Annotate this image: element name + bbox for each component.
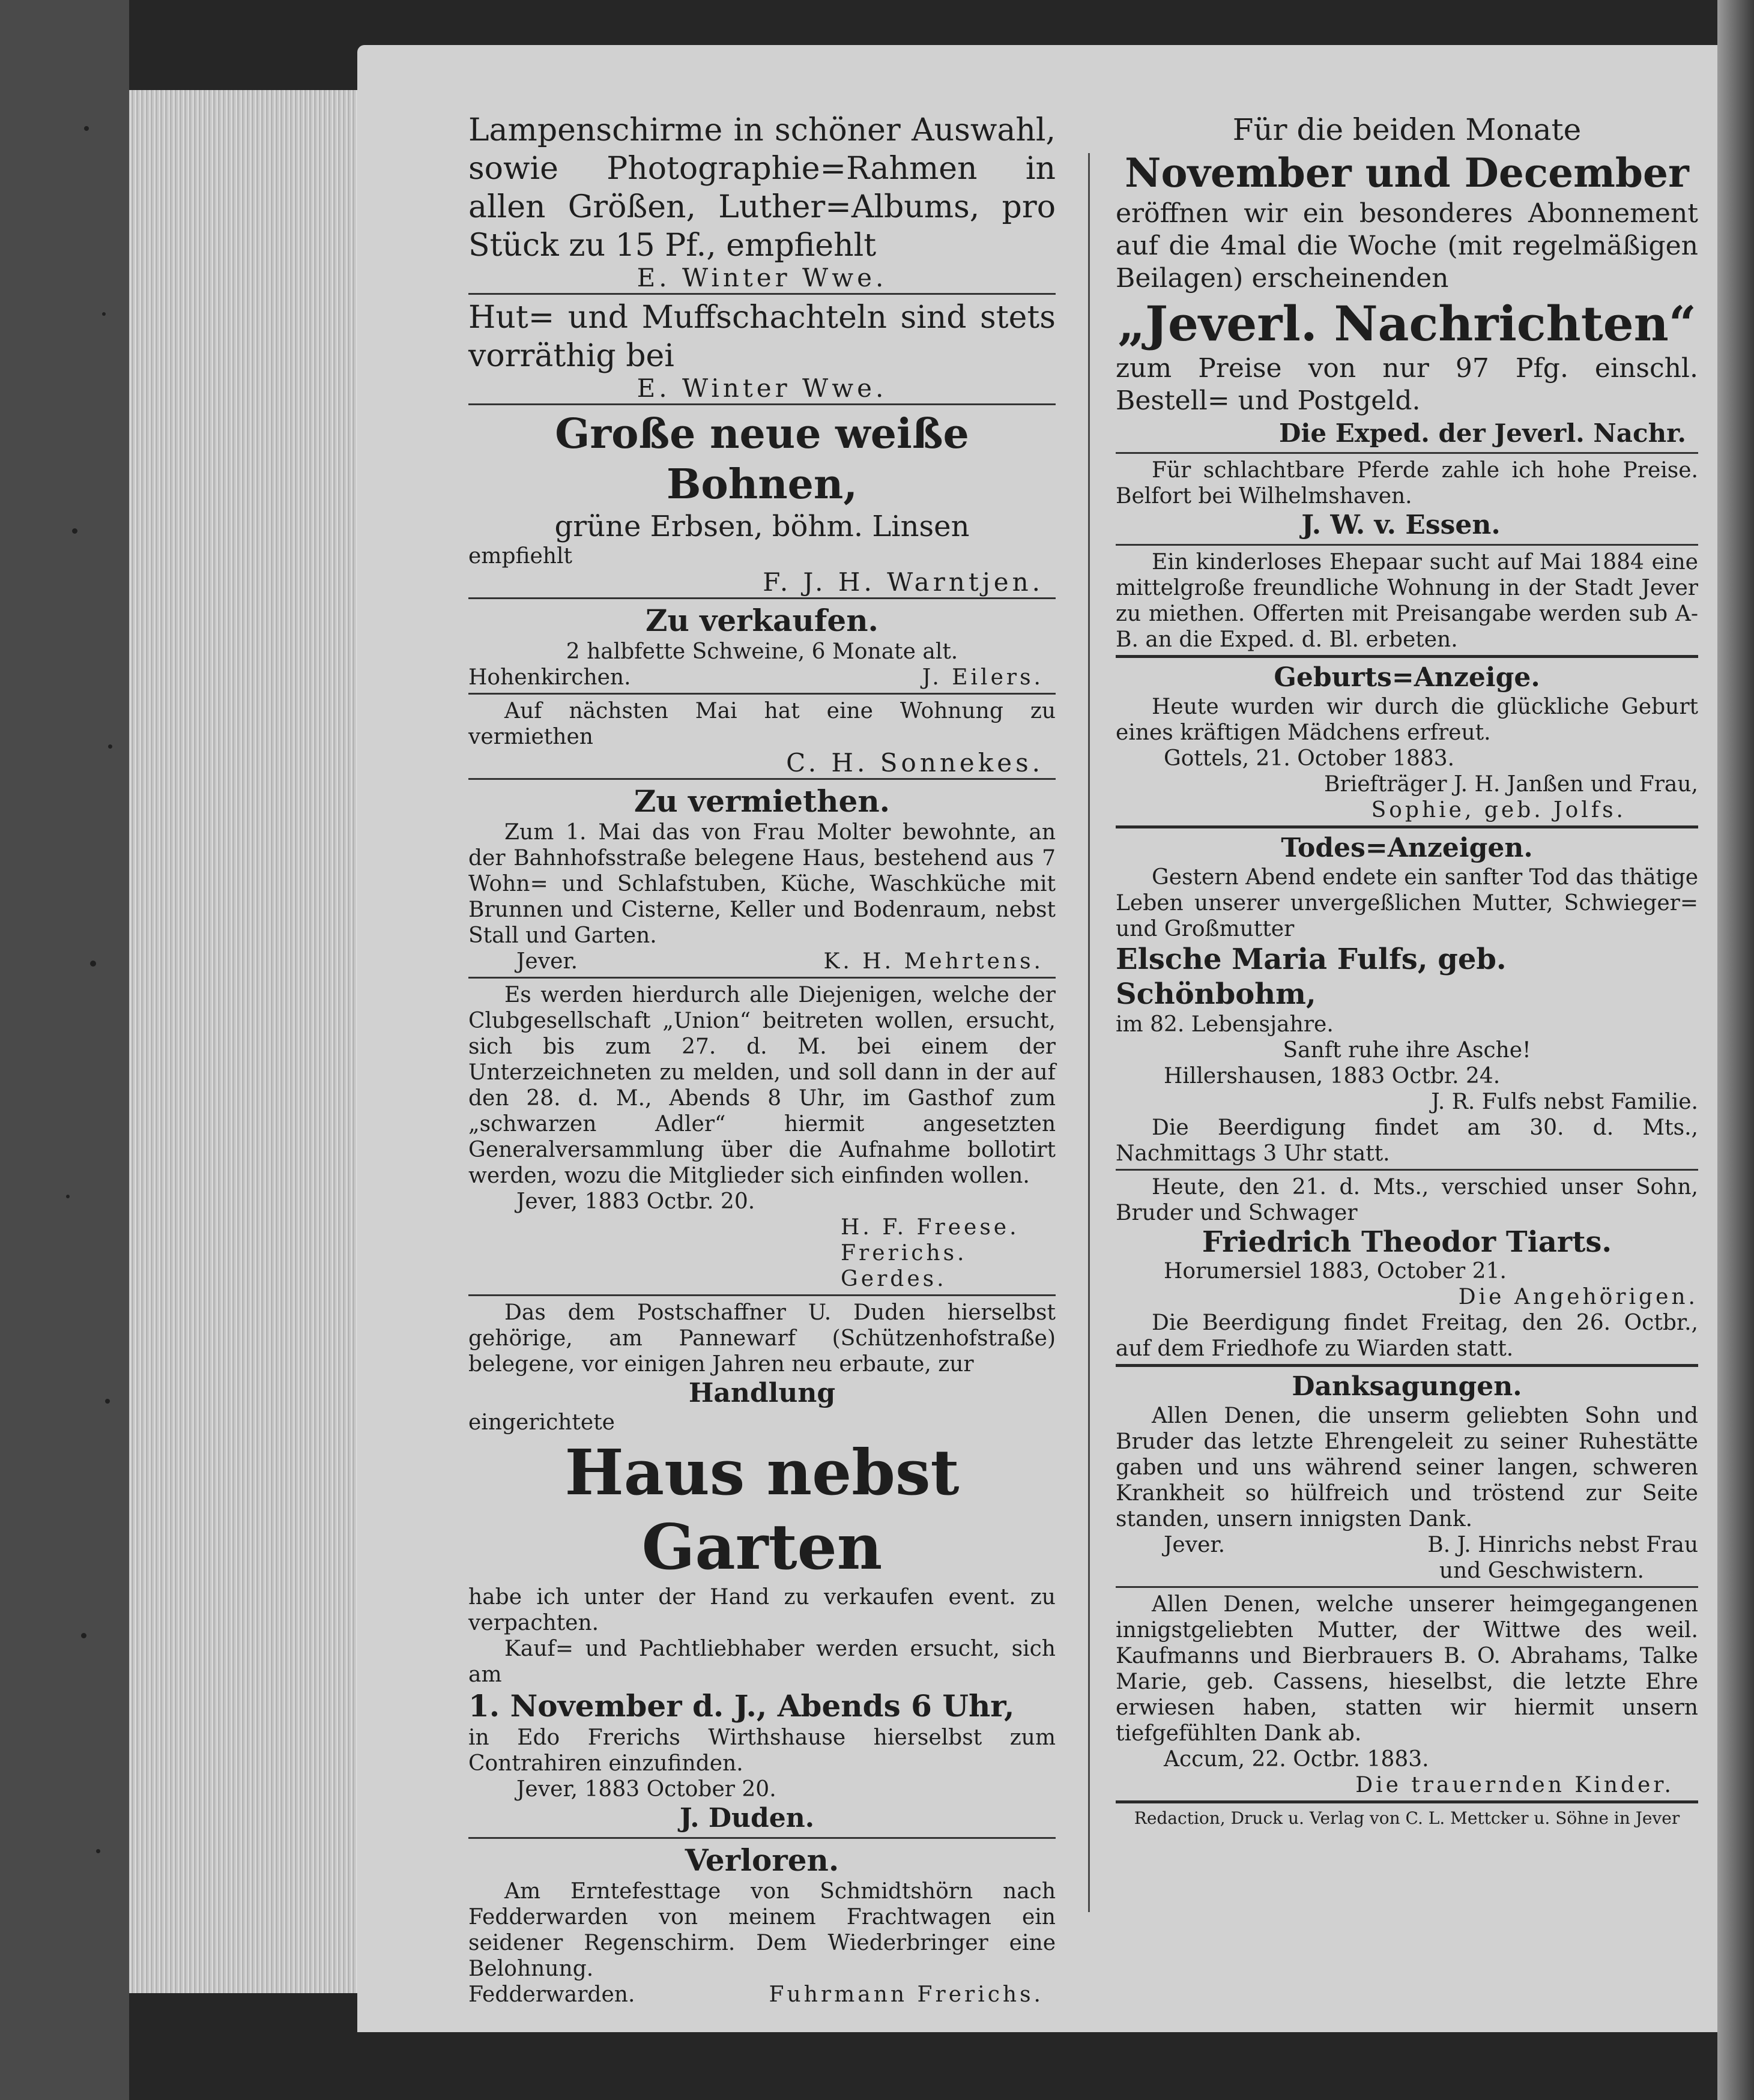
ad-word: Handlung xyxy=(688,1378,836,1408)
divider xyxy=(1116,1800,1698,1803)
ad-headline: Große neue weiße Bohnen, xyxy=(555,410,969,508)
ad-signature: Die Exped. der Jeverl. Nachr. xyxy=(1279,418,1686,448)
divider xyxy=(1116,452,1698,454)
ad-burial: Die Beerdigung findet am 30. d. Mts., Nachmittags 3 Uhr statt. xyxy=(1116,1115,1698,1166)
ad-signature: Die Angehörigen. xyxy=(1458,1285,1698,1309)
divider xyxy=(468,693,1056,695)
ad-text: Allen Denen, welche unserer heimgegangenen innigstgeliebten Mutter, der Wittwe des weil. Kaufmanns und Bierbrauers B. O. Abrahams, Talke Marie, geb. Cassens, hieselbst, die letzte Ehre erwiesen haben, statten wir hiermit unsern tiefgefühlten Dank ab. xyxy=(1116,1592,1698,1746)
ad-place: Jever. xyxy=(1164,1533,1226,1557)
ad-place: Hohenkirchen. xyxy=(468,665,631,690)
ad-paper-name: „Jeverl. Nachrichten“ xyxy=(1117,295,1696,352)
ad-union xyxy=(468,982,1056,1292)
ad-signature: J. Duden. xyxy=(679,1803,815,1833)
column-divider xyxy=(1088,153,1090,1912)
ad-signer: Frerichs. xyxy=(841,1241,967,1266)
ad-heading: Danksagungen. xyxy=(1292,1371,1522,1402)
right-column xyxy=(1116,111,1698,1830)
left-column xyxy=(468,111,1056,2008)
divider xyxy=(468,293,1056,295)
ad-date: Horumersiel 1883, October 21. xyxy=(1164,1259,1507,1284)
ad-heading: Geburts=Anzeige. xyxy=(1274,662,1540,693)
ad-abonnement xyxy=(1116,111,1698,450)
imprint: Redaction, Druck u. Verlag von C. L. Mettcker u. Söhne in Jever xyxy=(1134,1808,1680,1828)
divider xyxy=(468,977,1056,979)
divider xyxy=(468,778,1056,780)
ad-date: Gottels, 21. October 1883. xyxy=(1164,746,1455,771)
ad-signature: Briefträger J. H. Janßen und Frau, xyxy=(1324,772,1698,797)
ad-sonnekes xyxy=(468,698,1056,776)
divider xyxy=(468,1837,1056,1839)
divider xyxy=(1116,825,1698,828)
ad-place: Jever. xyxy=(516,949,578,974)
ad-text: habe ich unter der Hand zu verkaufen event. zu verpachten. xyxy=(468,1585,1056,1635)
ad-signature: und Geschwistern. xyxy=(1439,1558,1644,1583)
ad-pferde xyxy=(1116,457,1698,542)
ad-wohnung-gesucht xyxy=(1116,549,1698,653)
ad-signature: Die trauernden Kinder. xyxy=(1355,1773,1674,1797)
ad-heading: Zu vermiethen. xyxy=(634,783,891,819)
ad-signature: J. R. Fulfs nebst Familie. xyxy=(1431,1090,1698,1114)
ad-date-big: 1. November d. J., Abends 6 Uhr, xyxy=(468,1688,1015,1724)
ad-heading: Verloren. xyxy=(685,1842,839,1878)
page-edges xyxy=(129,90,366,1993)
ad-text: Kauf= und Pachtliebhaber werden ersucht, sich am xyxy=(468,1637,1056,1687)
ad-text: in Edo Frerichs Wirthshause hierselbst zum Contrahiren einzufinden. xyxy=(468,1725,1056,1776)
divider xyxy=(1116,1586,1698,1588)
ad-burial: Die Beerdigung findet Freitag, den 26. Octbr., auf dem Friedhofe zu Wiarden statt. xyxy=(1116,1311,1698,1361)
ad-heading: Zu verkaufen. xyxy=(646,603,879,638)
ad-text: Heute wurden wir durch die glückliche Geburt eines kräftigen Mädchens erfreut. xyxy=(1116,695,1698,745)
ad-text: Es werden hierdurch alle Diejenigen, welche der Clubgesellschaft „Union“ beitreten wollen, ersucht, sich bis zum 27. d. M. bei einem der Unterzeichneten zu melden, und soll dann in der auf den 28. d. M., Abends 8 Uhr, im Gasthof zum „schwarzen Adler“ hiermit angesetzten Generalversammlung über die Aufnahme bollotirt werden, wozu die Mitglieder sich einfinden wollen. xyxy=(468,983,1056,1188)
ad-signature: C. H. Sonnekes. xyxy=(786,748,1044,777)
ad-warntjen xyxy=(468,409,1056,595)
ad-word: eingerichtete xyxy=(468,1410,615,1435)
ad-place: Fedderwarden. xyxy=(468,1982,635,2007)
ad-date: Jever, 1883 October 20. xyxy=(516,1777,776,1802)
ad-text: Am Erntefesttage von Schmidtshörn nach Fedderwarden von meinem Frachtwagen ein seidener Regenschirm. Dem Wiederbringer eine Belohnung. xyxy=(468,1879,1056,1981)
ad-winter-lamps xyxy=(468,111,1056,291)
divider xyxy=(1116,1364,1698,1367)
ad-signature: E. Winter Wwe. xyxy=(637,373,888,403)
ad-heading: Todes=Anzeigen. xyxy=(1281,833,1533,863)
ad-text: Allen Denen, die unserm geliebten Sohn und Bruder das letzte Ehrengeleit zu seiner Ruhestätte gaben und uns während seiner langen, schweren Krankheit so hülfreich und tröstend zur Seite standen, unsern innigsten Dank. xyxy=(1116,1404,1698,1531)
ad-text: Heute, den 21. d. Mts., verschied unser Sohn, Bruder und Schwager xyxy=(1116,1175,1698,1225)
ad-text: Auf nächsten Mai hat eine Wohnung zu vermiethen xyxy=(468,699,1056,749)
ad-date: Jever, 1883 Octbr. 20. xyxy=(516,1189,755,1214)
book-cover-edge xyxy=(0,0,129,2100)
ad-verloren xyxy=(468,1842,1056,2008)
divider xyxy=(468,597,1056,599)
ad-text: Das dem Postschaffner U. Duden hierselbst gehörige, am Pannewarf (Schützenhofstraße) belegene, vor einigen Jahren neu erbaute, zur xyxy=(468,1300,1056,1377)
ad-signature: F. J. H. Warntjen. xyxy=(763,567,1044,597)
ad-signer: H. F. Freese. xyxy=(841,1215,1020,1240)
ad-signature: Sophie, geb. Jolfs. xyxy=(1371,798,1626,822)
ad-date: Hillershausen, 1883 Octbr. 24. xyxy=(1164,1064,1501,1088)
ad-winter-boxes xyxy=(468,298,1056,401)
facing-page-edge xyxy=(1717,0,1754,2100)
ad-text: Zum 1. Mai das von Frau Molter bewohnte, an der Bahnhofsstraße belegene Haus, bestehend aus 7 Wohn= und Schlafstuben, Küche, Waschküche mit Brunnen und Cisterne, Keller und Bodenraum, nebst Stall und Garten. xyxy=(468,820,1056,948)
ad-text: zum Preise von nur 97 Pfg. einschl. Bestell= und Postgeld. xyxy=(1116,353,1698,416)
ad-text: 2 halbfette Schweine, 6 Monate alt. xyxy=(566,639,958,664)
ad-age: im 82. Lebensjahre. xyxy=(1116,1012,1334,1037)
ad-signature: E. Winter Wwe. xyxy=(637,263,888,292)
ad-signature: J. Eilers. xyxy=(922,665,1044,690)
divider xyxy=(1116,544,1698,546)
ad-duden xyxy=(468,1300,1056,1835)
ad-text: Hut= und Muffschachteln sind stets vorräthig bei xyxy=(468,300,1056,374)
ad-eilers xyxy=(468,603,1056,690)
divider xyxy=(1116,655,1698,658)
ad-deceased-name: Friedrich Theodor Tiarts. xyxy=(1202,1225,1612,1259)
ad-headline: November und December xyxy=(1125,149,1689,196)
ad-mehrtens xyxy=(468,783,1056,974)
ad-headline: Haus nebst Garten xyxy=(564,1435,960,1584)
ad-text: Für schlachtbare Pferde zahle ich hohe Preise. Belfort bei Wilhelmshaven. xyxy=(1116,458,1698,508)
ad-signature: J. W. v. Essen. xyxy=(1301,510,1501,540)
ad-text: Gestern Abend endete ein sanfter Tod das thätige Leben unserer unvergeßlichen Mutter, Schwieger= und Großmutter xyxy=(1116,865,1698,941)
divider xyxy=(468,403,1056,405)
ad-text: Ein kinderloses Ehepaar sucht auf Mai 1884 eine mittelgroße freundliche Wohnung in der Stadt Jever zu miethen. Offerten mit Preisangabe werden sub A-B. an die Exped. d. Bl. erbeten. xyxy=(1116,550,1698,652)
divider xyxy=(468,1294,1056,1296)
ad-signature: B. J. Hinrichs nebst Frau xyxy=(1427,1533,1698,1557)
ad-line: empfiehlt xyxy=(468,544,572,569)
ad-text: Lampenschirme in schöner Auswahl, sowie Photographie=Rahmen in allen Größen, Luther=Albums, pro Stück zu 15 Pf., empfiehlt xyxy=(468,112,1056,264)
ad-line: grüne Erbsen, böhm. Linsen xyxy=(554,510,970,543)
ad-signature: K. H. Mehrtens. xyxy=(823,949,1044,974)
ad-signature: Fuhrmann Frerichs. xyxy=(769,1982,1044,2007)
ad-signer: Gerdes. xyxy=(841,1267,947,1291)
ad-dank xyxy=(1116,1371,1698,1798)
ad-rip: Sanft ruhe ihre Asche! xyxy=(1283,1038,1531,1063)
ad-text: eröffnen wir ein besonderes Abonnement auf die 4mal die Woche (mit regelmäßigen Beilagen) erscheinenden xyxy=(1116,198,1698,294)
ad-todes xyxy=(1116,832,1698,1362)
divider xyxy=(1116,1169,1698,1171)
ad-date: Accum, 22. Octbr. 1883. xyxy=(1164,1747,1429,1772)
ad-geburt xyxy=(1116,662,1698,823)
ad-line: Für die beiden Monate xyxy=(1232,112,1582,147)
ad-deceased-name: Elsche Maria Fulfs, geb. Schönbohm, xyxy=(1116,943,1507,1011)
